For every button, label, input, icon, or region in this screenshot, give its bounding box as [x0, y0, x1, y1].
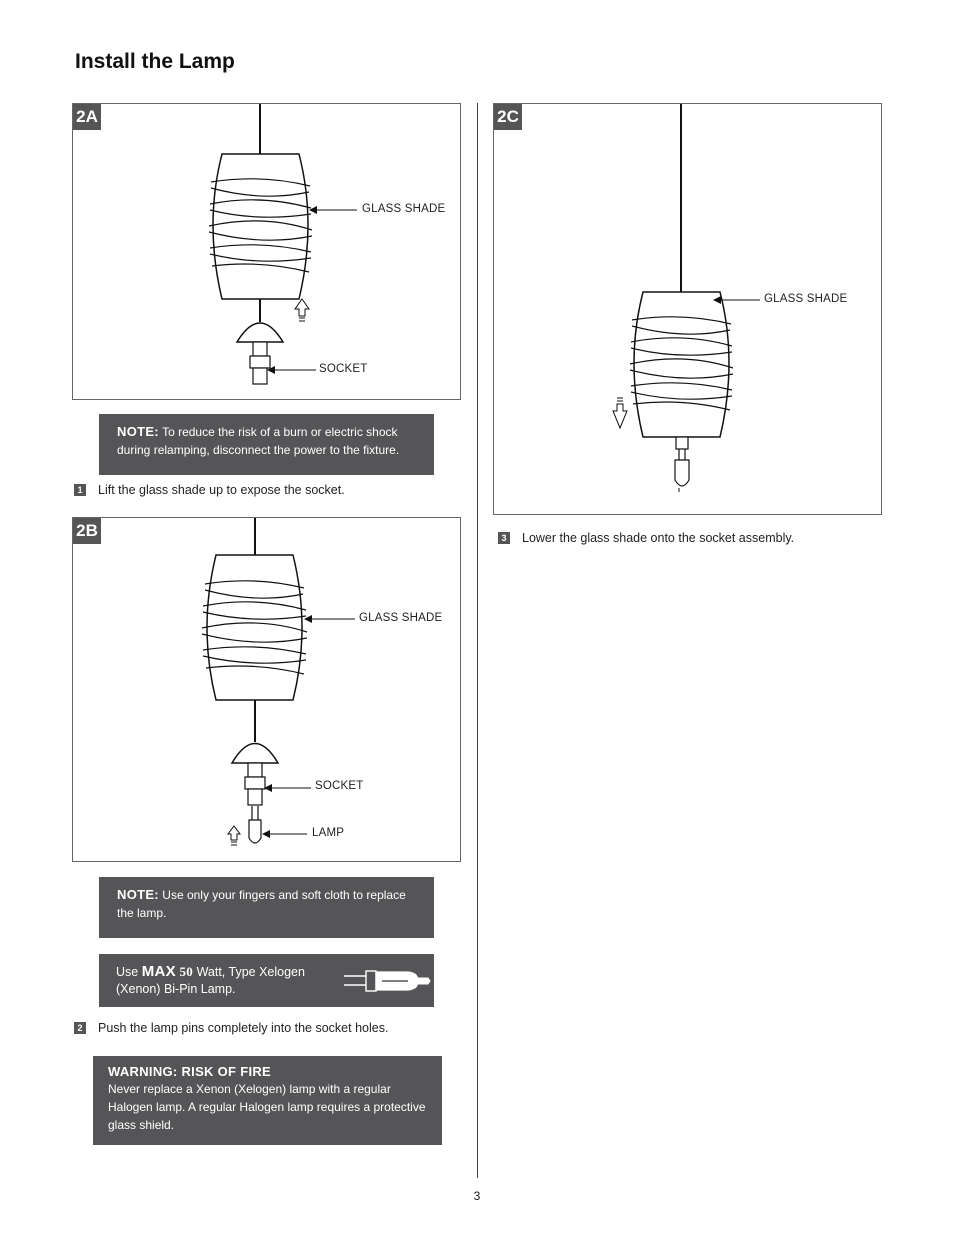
- step-number: 3: [498, 532, 510, 544]
- panel-2c: [493, 103, 882, 515]
- bi-pin-lamp-icon: [342, 964, 436, 998]
- lamp-use-text: Use: [116, 965, 142, 979]
- warning-text: Never replace a Xenon (Xelogen) lamp with a regular Halogen lamp. A regular Halogen lamp requires a protective glass shield.: [108, 1082, 426, 1132]
- step-text: Lower the glass shade onto the socket assembly.: [522, 531, 795, 545]
- panel-tag-2b: 2B: [73, 518, 101, 544]
- lamp-max-label: MAX: [141, 963, 176, 980]
- step-text: Push the lamp pins completely into the socket holes.: [98, 1021, 389, 1035]
- panel-2a: [72, 103, 461, 400]
- note-fingers-cloth: [99, 877, 434, 938]
- note-label: NOTE:: [117, 424, 159, 439]
- illustration-2b: [73, 518, 461, 862]
- step-number: 1: [74, 484, 86, 496]
- note-text: Use only your fingers and soft cloth to replace the lamp.: [117, 888, 406, 920]
- step-number: 2: [74, 1022, 86, 1034]
- note-burn-shock: [99, 414, 434, 475]
- lamp-wattage: 50: [175, 964, 194, 979]
- callout-glass-shade-2b: GLASS SHADE: [359, 612, 443, 624]
- panel-tag-2a: 2A: [73, 104, 101, 130]
- step-3: [498, 531, 794, 545]
- lamp-spec-box: [99, 954, 434, 1007]
- callout-glass-shade-2c: GLASS SHADE: [764, 293, 848, 305]
- step-2: [74, 1021, 388, 1035]
- illustration-2a: [73, 104, 461, 400]
- step-1: [74, 483, 345, 497]
- column-divider: [477, 103, 478, 1178]
- page-number: 3: [473, 1189, 481, 1203]
- lamp-type-text: Watt, Type Xelogen (Xenon) Bi-Pin Lamp.: [116, 965, 305, 996]
- callout-glass-shade-2a: GLASS SHADE: [362, 203, 446, 215]
- callout-socket-2a: SOCKET: [319, 363, 368, 375]
- warning-risk-of-fire: [93, 1056, 442, 1145]
- callout-socket-2b: SOCKET: [315, 780, 364, 792]
- step-text: Lift the glass shade up to expose the socket.: [98, 483, 345, 497]
- warning-label: WARNING: RISK OF FIRE: [108, 1064, 272, 1079]
- note-label: NOTE:: [117, 887, 159, 902]
- illustration-2c: [494, 104, 882, 515]
- panel-tag-2c: 2C: [494, 104, 522, 130]
- page-title: Install the Lamp: [75, 50, 235, 73]
- panel-2b: [72, 517, 461, 862]
- callout-lamp-2b: LAMP: [312, 827, 345, 839]
- note-text: To reduce the risk of a burn or electric shock during relamping, disconnect the power to the fixture.: [117, 425, 400, 457]
